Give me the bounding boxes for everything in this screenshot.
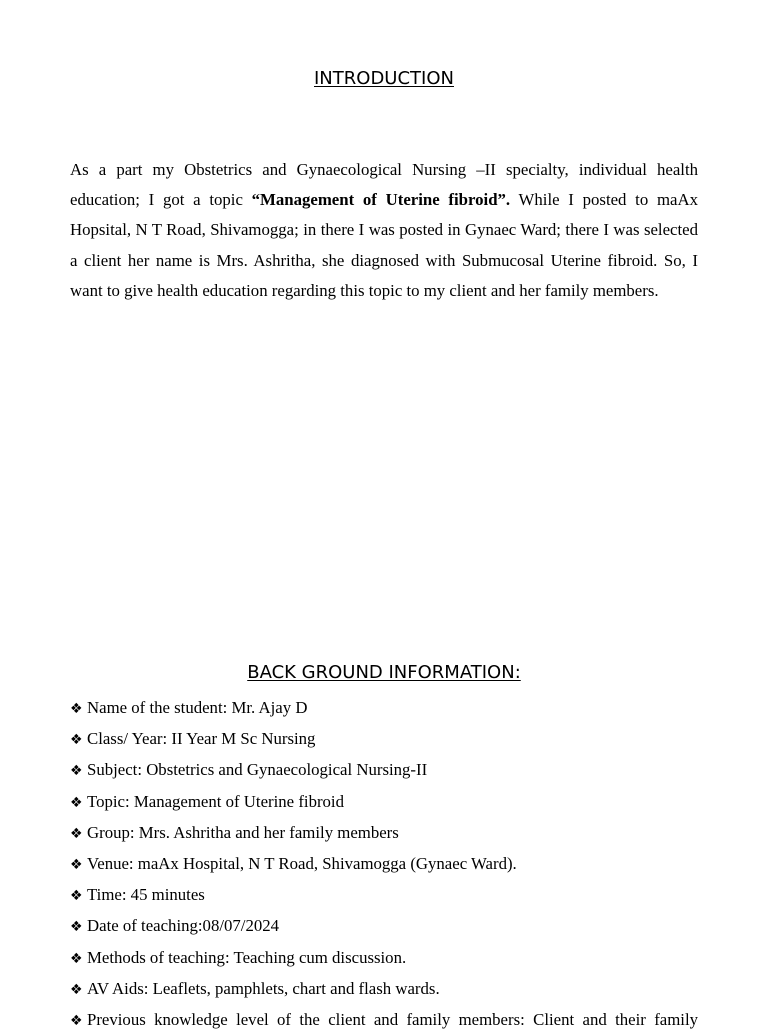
list-item bbox=[70, 818, 698, 849]
diamond-bullet-icon: ❖ bbox=[70, 732, 83, 749]
diamond-bullet-icon: ❖ bbox=[70, 701, 83, 717]
diamond-bullet-icon: ❖ bbox=[70, 825, 83, 842]
list-item bbox=[70, 787, 698, 818]
list-item-text: AV Aids: Leaflets, pamphlets, chart and flash wards. bbox=[87, 978, 440, 998]
introduction-paragraph bbox=[70, 155, 698, 306]
list-item-text: Time: 45 minutes bbox=[87, 885, 205, 905]
diamond-bullet-icon: ❖ bbox=[70, 857, 83, 874]
list-item bbox=[70, 849, 698, 880]
list-item-text: Name of the student: Mr. Ajay D bbox=[87, 698, 308, 717]
introduction-text-1: As a part my Obstetrics and Gynaecological Nursing –II specialty, individual health education; I got a topic bbox=[70, 160, 698, 210]
list-item-text: Previous knowledge level of the client and family members: Client and their family bbox=[87, 1010, 698, 1030]
diamond-bullet-icon: ❖ bbox=[70, 950, 83, 967]
list-item bbox=[70, 880, 698, 911]
diamond-bullet-icon: ❖ bbox=[70, 919, 83, 936]
list-item bbox=[70, 1005, 698, 1036]
list-item-text: Date of teaching:08/07/2024 bbox=[87, 916, 280, 936]
list-item-text: Subject: Obstetrics and Gynaecological Nursing-II bbox=[87, 760, 428, 780]
introduction-topic-bold: “Management of Uterine fibroid”. bbox=[251, 190, 511, 210]
diamond-bullet-icon: ❖ bbox=[70, 794, 83, 811]
list-item bbox=[70, 693, 698, 724]
list-item-text: Venue: maAx Hospital, N T Road, Shivamogga (Gynaec Ward). bbox=[87, 854, 517, 874]
list-item-text: Class/ Year: II Year M Sc Nursing bbox=[87, 729, 316, 749]
list-item bbox=[70, 755, 698, 786]
introduction-text-2: While I posted to maAx Hopsital, N T Road, Shivamogga; in there I was posted in Gynaec Ward; there I was selected a client her name is Mrs. Ashritha, she diagnosed with Submucosal Uterine fibroid. So, I want to give health education regarding this topic to my client and her family members. bbox=[70, 190, 698, 300]
background-heading: BACK GROUND INFORMATION: bbox=[247, 662, 521, 683]
background-list bbox=[70, 693, 698, 1036]
list-item bbox=[70, 911, 698, 942]
diamond-bullet-icon: ❖ bbox=[70, 1013, 83, 1030]
introduction-heading: INTRODUCTION bbox=[314, 68, 454, 89]
diamond-bullet-icon: ❖ bbox=[70, 888, 83, 905]
list-item-text: Group: Mrs. Ashritha and her family members bbox=[87, 822, 399, 842]
list-item bbox=[70, 724, 698, 755]
list-item-text: Topic: Management of Uterine fibroid bbox=[87, 791, 344, 811]
list-item-text: Methods of teaching: Teaching cum discussion. bbox=[87, 947, 407, 967]
list-item bbox=[70, 943, 698, 974]
diamond-bullet-icon: ❖ bbox=[70, 763, 83, 780]
list-item bbox=[70, 974, 698, 1005]
diamond-bullet-icon: ❖ bbox=[70, 981, 83, 998]
